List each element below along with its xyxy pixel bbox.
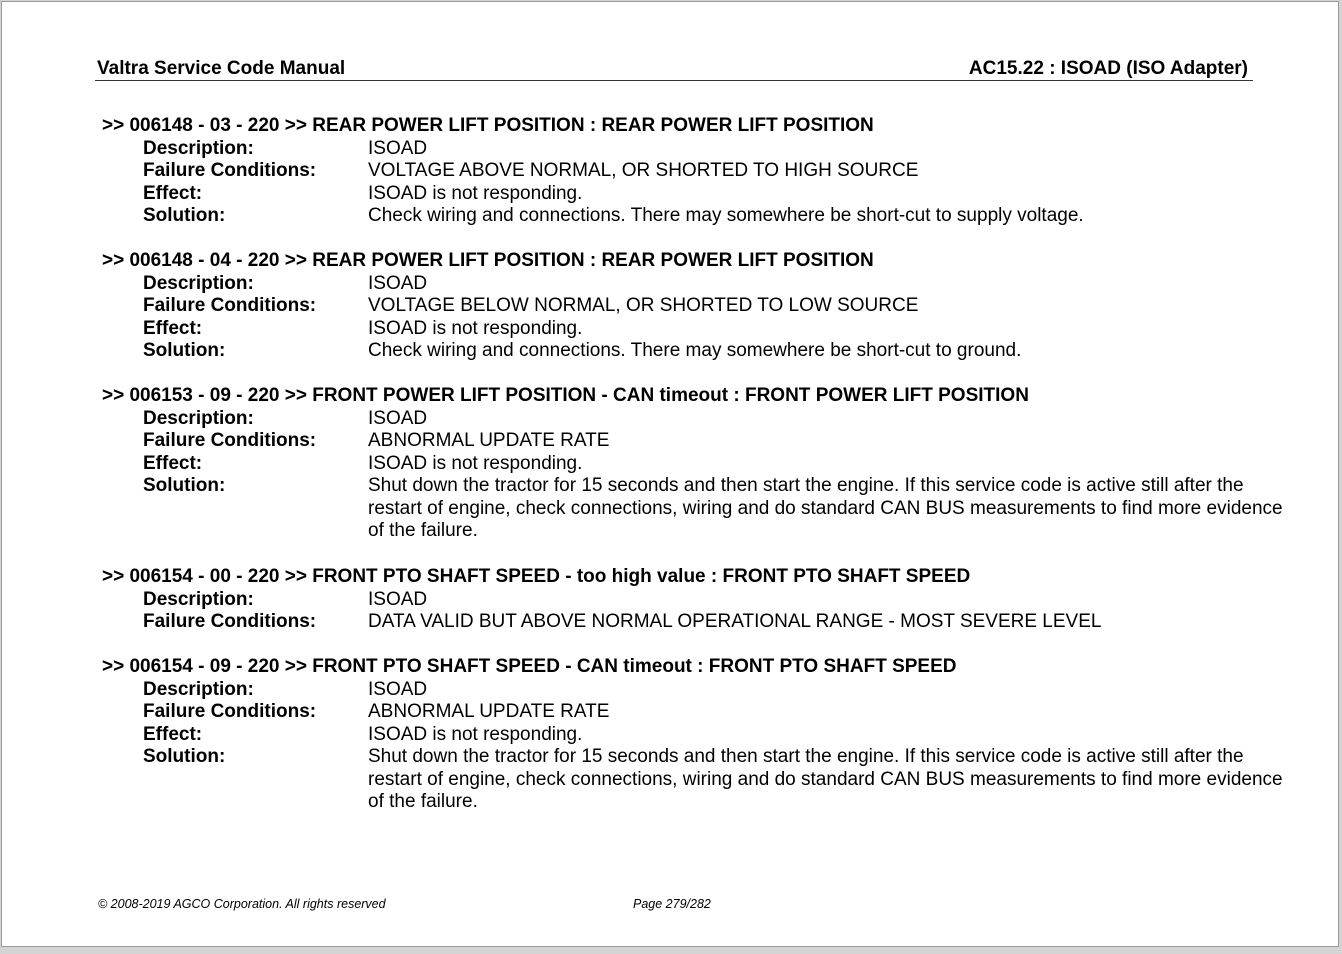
entry-title: >> 006154 - 09 - 220 >> FRONT PTO SHAFT SPEED - CAN timeout : FRONT PTO SHAFT SPEED	[102, 656, 957, 677]
failure-conditions-label: Failure Conditions:	[143, 611, 317, 633]
solution-label: Solution:	[143, 205, 226, 227]
failure-conditions-row	[102, 160, 1302, 183]
description-row	[102, 679, 1302, 702]
description-row	[102, 408, 1302, 431]
document-page	[1, 1, 1339, 947]
failure-conditions-row	[102, 701, 1302, 724]
failure-conditions-value: DATA VALID BUT ABOVE NORMAL OPERATIONAL RANGE - MOST SEVERE LEVEL	[368, 611, 1102, 633]
description-value: ISOAD	[368, 137, 428, 159]
solution-value: Shut down the tractor for 15 seconds and then start the engine. If this service code is active still after the restart of engine, check connections, wiring and do standard CAN BUS measurements to find more evidence of the failure.	[368, 475, 1283, 542]
manual-title: Valtra Service Code Manual	[97, 58, 346, 79]
solution-row	[102, 746, 1302, 814]
effect-label: Effect:	[143, 452, 203, 474]
failure-conditions-label: Failure Conditions:	[143, 160, 317, 182]
header-rule	[95, 80, 1253, 81]
solution-label: Solution:	[143, 746, 226, 768]
failure-conditions-row	[102, 611, 1302, 634]
service-code-entry	[102, 250, 1302, 363]
effect-value: ISOAD is not responding.	[368, 452, 583, 474]
effect-value: ISOAD is not responding.	[368, 182, 583, 204]
failure-conditions-value: VOLTAGE ABOVE NORMAL, OR SHORTED TO HIGH SOURCE	[368, 160, 919, 182]
description-label: Description:	[143, 137, 254, 159]
solution-label: Solution:	[143, 340, 226, 362]
solution-value: Shut down the tractor for 15 seconds and then start the engine. If this service code is active still after the restart of engine, check connections, wiring and do standard CAN BUS measurements to find more evidence of the failure.	[368, 746, 1283, 813]
description-label: Description:	[143, 678, 254, 700]
description-value: ISOAD	[368, 678, 428, 700]
effect-label: Effect:	[143, 182, 203, 204]
service-code-entry	[102, 115, 1302, 228]
failure-conditions-label: Failure Conditions:	[143, 430, 317, 452]
service-code-entry	[102, 385, 1302, 543]
effect-label: Effect:	[143, 723, 203, 745]
failure-conditions-value: ABNORMAL UPDATE RATE	[368, 701, 610, 723]
effect-row	[102, 724, 1302, 747]
failure-conditions-row	[102, 430, 1302, 453]
solution-row	[102, 340, 1302, 363]
failure-conditions-label: Failure Conditions:	[143, 295, 317, 317]
description-label: Description:	[143, 272, 254, 294]
effect-value: ISOAD is not responding.	[368, 723, 583, 745]
effect-row	[102, 318, 1302, 341]
entry-title: >> 006154 - 00 - 220 >> FRONT PTO SHAFT SPEED - too high value : FRONT PTO SHAFT SPEED	[102, 566, 971, 587]
description-row	[102, 273, 1302, 296]
description-value: ISOAD	[368, 407, 428, 429]
entry-title: >> 006153 - 09 - 220 >> FRONT POWER LIFT POSITION - CAN timeout : FRONT POWER LIFT POSITION	[102, 385, 1029, 406]
effect-row	[102, 183, 1302, 206]
footer-page-number: Page 279/282	[633, 897, 711, 911]
solution-row	[102, 205, 1302, 228]
description-label: Description:	[143, 588, 254, 610]
solution-label: Solution:	[143, 475, 226, 497]
description-row	[102, 589, 1302, 612]
solution-row	[102, 475, 1302, 543]
description-row	[102, 138, 1302, 161]
entry-title: >> 006148 - 03 - 220 >> REAR POWER LIFT POSITION : REAR POWER LIFT POSITION	[102, 115, 874, 136]
effect-value: ISOAD is not responding.	[368, 317, 583, 339]
solution-value: Check wiring and connections. There may somewhere be short-cut to ground.	[368, 340, 1022, 362]
effect-label: Effect:	[143, 317, 203, 339]
entry-title: >> 006148 - 04 - 220 >> REAR POWER LIFT POSITION : REAR POWER LIFT POSITION	[102, 250, 874, 271]
description-label: Description:	[143, 407, 254, 429]
service-code-entry	[102, 566, 1302, 634]
effect-row	[102, 453, 1302, 476]
failure-conditions-value: ABNORMAL UPDATE RATE	[368, 430, 610, 452]
section-title: AC15.22 : ISOAD (ISO Adapter)	[968, 58, 1248, 79]
footer-copyright: © 2008-2019 AGCO Corporation. All rights reserved	[98, 897, 386, 911]
failure-conditions-label: Failure Conditions:	[143, 701, 317, 723]
failure-conditions-row	[102, 295, 1302, 318]
solution-value: Check wiring and connections. There may somewhere be short-cut to supply voltage.	[368, 205, 1084, 227]
description-value: ISOAD	[368, 588, 428, 610]
description-value: ISOAD	[368, 272, 428, 294]
service-code-entry	[102, 656, 1302, 814]
failure-conditions-value: VOLTAGE BELOW NORMAL, OR SHORTED TO LOW SOURCE	[368, 295, 919, 317]
